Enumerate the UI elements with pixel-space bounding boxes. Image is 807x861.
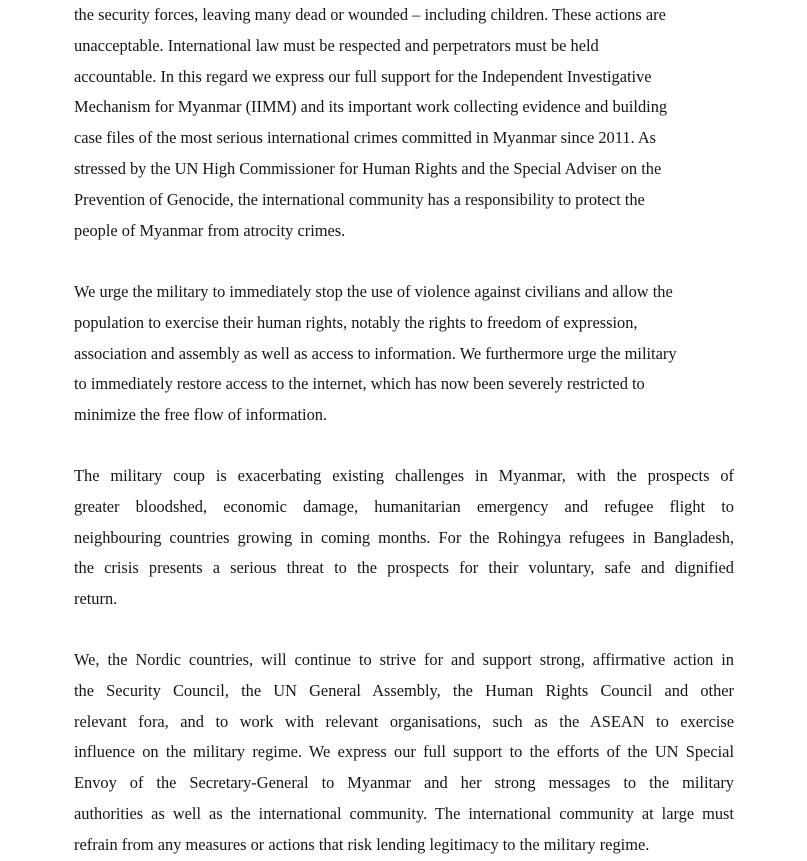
text-line: the crisis presents a serious threat to the prospects for their voluntary, safe and dignified bbox=[74, 558, 734, 578]
text-line: relevant fora, and to work with relevant organisations, such as the ASEAN to exercise bbox=[74, 711, 734, 731]
text-line: stressed by the UN High Commissioner for Human Rights and the Special Adviser on the bbox=[74, 158, 662, 178]
paragraph-nordic-countries bbox=[74, 645, 734, 861]
text-line: authorities as well as the international community. The international community at large must bbox=[74, 803, 734, 823]
text-line: to immediately restore access to the internet, which has now been severely restricted to bbox=[74, 374, 645, 394]
text-line: Envoy of the Secretary-General to Myanmar and her strong messages to the military bbox=[74, 773, 734, 793]
text-line: the Security Council, the UN General Assembly, the Human Rights Council and other bbox=[74, 680, 734, 700]
text-line: case files of the most serious international crimes committed in Myanmar since 2011. As bbox=[74, 128, 657, 148]
text-line: We urge the military to immediately stop the use of violence against civilians and allow the bbox=[74, 282, 673, 301]
text-line: return. bbox=[74, 589, 118, 609]
text-line: greater bloodshed, economic damage, humanitarian emergency and refugee flight to bbox=[74, 496, 734, 516]
text-line: people of Myanmar from atrocity crimes. bbox=[74, 220, 346, 240]
text-line: population to exercise their human rights, notably the rights to freedom of expression, bbox=[74, 312, 638, 332]
text-line: influence on the military regime. We express our full support to the efforts of the UN Special bbox=[74, 742, 734, 762]
paragraph-military-coup bbox=[74, 461, 734, 615]
text-line: We, the Nordic countries, will continue to strive for and support strong, affirmative action in bbox=[74, 650, 734, 669]
text-line: The military coup is exacerbating existing challenges in Myanmar, with the prospects of bbox=[74, 466, 734, 485]
paragraph-accountability bbox=[74, 0, 734, 246]
text-line: unacceptable. International law must be respected and perpetrators must be held bbox=[74, 35, 599, 55]
text-line: the security forces, leaving many dead or wounded – including children. These actions are bbox=[74, 5, 666, 24]
text-line: Mechanism for Myanmar (IIMM) and its important work collecting evidence and building bbox=[74, 97, 668, 117]
text-line: accountable. In this regard we express our full support for the Independent Investigative bbox=[74, 66, 652, 86]
text-line: minimize the free flow of information. bbox=[74, 405, 328, 425]
text-line: association and assembly as well as access to information. We furthermore urge the military bbox=[74, 343, 677, 363]
text-line: Prevention of Genocide, the international community has a responsibility to protect the bbox=[74, 189, 645, 209]
text-line: neighbouring countries growing in coming months. For the Rohingya refugees in Bangladesh, bbox=[74, 527, 734, 547]
paragraph-urge-military bbox=[74, 277, 734, 431]
text-line: refrain from any measures or actions that risk lending legitimacy to the military regime. bbox=[74, 834, 650, 854]
